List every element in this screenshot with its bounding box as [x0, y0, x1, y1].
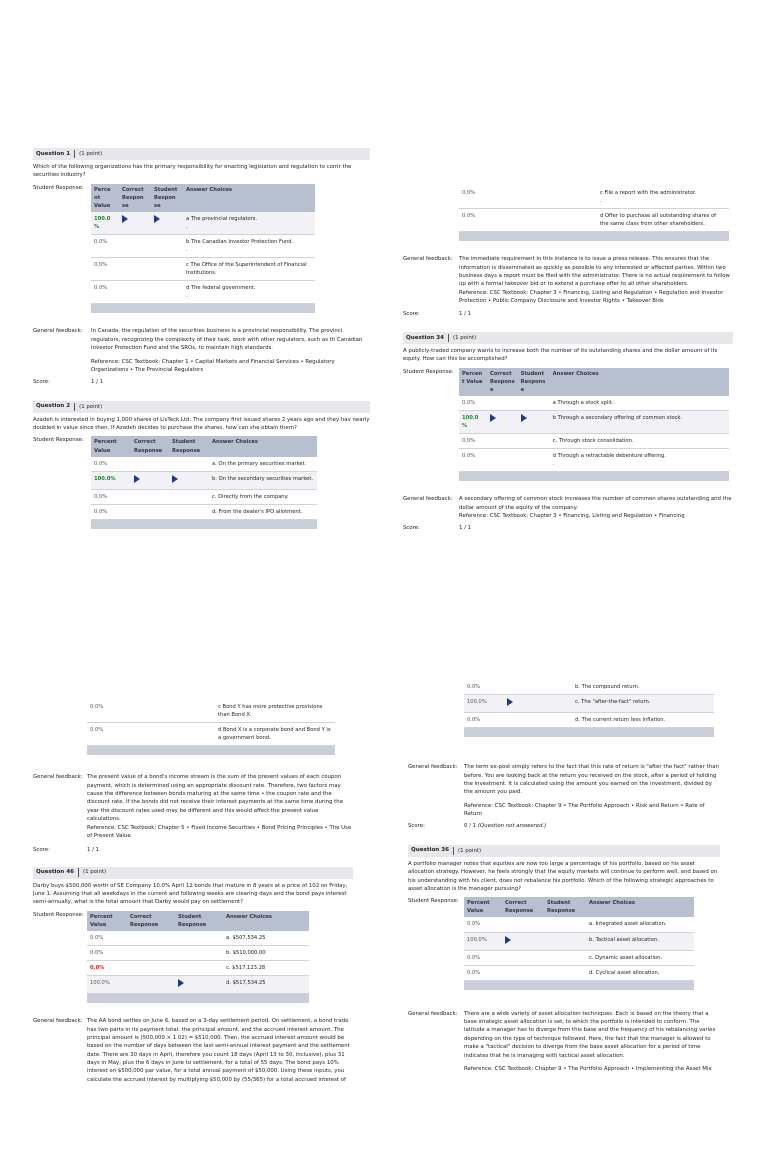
choice-letter: c [186, 262, 189, 269]
choice-text: Through a secondary offering of common stock. [557, 414, 683, 421]
percent-value: 100.0% [87, 976, 127, 994]
percent-value: 0.0% [459, 449, 487, 472]
feedback-label: General feedback: [403, 496, 453, 503]
student-arrow-icon [154, 215, 160, 223]
col-student: Student Response [544, 897, 586, 917]
answer-row[interactable] [87, 961, 309, 976]
percent-value: 0.0% [464, 965, 502, 980]
choice-letter: d. [575, 717, 580, 724]
col-answer: Answer Choices [550, 368, 729, 396]
percent-value: 0.0% [459, 396, 487, 411]
score-value: 1 / 1 [459, 310, 472, 317]
choice-text: Cyclical asset allocation. [595, 969, 660, 976]
question-title: Question 36 [411, 847, 450, 854]
question-points: (1 point) [448, 334, 476, 342]
question-points: (1 point) [78, 868, 106, 876]
col-correct: Correct Respon se [119, 184, 151, 212]
answer-table-q33 [459, 186, 729, 241]
percent-value: 0.0% [464, 950, 502, 965]
choice-text: The provincial regulators. [190, 215, 258, 222]
feedback-text: A secondary offering of common stock increases the number of common shares outstanding and the dollar amount of the equity of the company. [459, 496, 732, 511]
choice-letter: b. [575, 684, 580, 690]
student-response-label: Student Response: [33, 911, 84, 918]
col-correct: Correct Response [131, 436, 169, 456]
percent-value: 100.0% [464, 695, 504, 713]
answer-row[interactable] [87, 931, 309, 946]
choice-letter: a. [589, 921, 594, 928]
question-34-header [403, 332, 733, 344]
percent-value: 0.0% [459, 434, 487, 449]
correct-arrow-icon [134, 475, 140, 483]
answer-row[interactable] [87, 945, 309, 960]
question-1-header [33, 148, 370, 160]
percent-value: 0.0% [87, 945, 127, 960]
choice-letter: a [186, 215, 190, 222]
answer-table-q34 [459, 368, 729, 482]
feedback-text: The term ex-post simply refers to the fact that this rate of return is "after the fact" rather than before. You are looking back at the return you received on the stock, after a period of holding the investment. It is calculated using the amount you earned on the investment, divided by the amount you paid. [464, 764, 719, 796]
percent-value: 100.0% [464, 932, 502, 950]
choice-letter: d. [212, 508, 217, 515]
score-value: 1 / 1 [91, 379, 104, 386]
question-title: Question 2 [36, 403, 71, 410]
question-points: (1 point) [74, 150, 102, 158]
choice-letter: d. [589, 969, 594, 976]
percent-value: 0.0% [87, 700, 169, 723]
choice-letter: b. [226, 949, 231, 956]
choice-text: $517,534.25 [232, 980, 266, 987]
percent-value: 0.0% [91, 489, 131, 504]
answer-row[interactable] [87, 976, 309, 994]
col-answer: Answer Choices [209, 436, 317, 456]
choice-text: The "after-the-fact" return. [581, 699, 651, 706]
answer-row[interactable] [91, 258, 315, 281]
col-student: Student Respon se [151, 184, 183, 212]
choice-text: Offer to purchase all outstanding shares of the same class from other shareholders. [600, 213, 717, 228]
percent-value: 0.0% [91, 258, 119, 281]
panel-question-33-34 [403, 186, 733, 594]
choice-letter: c [600, 190, 603, 196]
choice-text: Dynamic asset allocation. [595, 954, 663, 961]
question-title: Question 34 [406, 334, 445, 341]
answer-row[interactable] [91, 471, 317, 489]
correct-arrow-icon [507, 698, 513, 706]
feedback-text: The present value of a bond's income stream is the sum of the present values of each coupon payment, which is determined using an appropriate discount rate. Therefore, two factors may cause the difference between bonds maturing at the same time • the coupon rate and the discount rate. If the bonds did not receive their interest payments at the same time during the year the discount rates used may be different and this would affect the present value calculations. [87, 774, 344, 823]
score-label: Score: [33, 847, 50, 854]
answer-row[interactable] [464, 965, 694, 980]
col-percent: Percent Value [87, 911, 127, 931]
choice-text: From the dealer's IPO allotment. [218, 508, 303, 515]
col-correct: Correct Response [502, 897, 544, 917]
choice-letter: d [552, 453, 556, 460]
col-student: Student Response [175, 911, 223, 931]
answer-row[interactable]: 0.0% d Through a retractable debenture offering. . [459, 449, 729, 472]
question-points: (1 point) [453, 847, 481, 855]
answer-row[interactable] [464, 695, 714, 713]
answer-row[interactable] [91, 457, 317, 472]
percent-value: 0.0% [459, 209, 531, 232]
student-arrow-icon [172, 475, 178, 483]
feedback-reference: Reference: CSC Textbook: Chapter 9 • The Portfolio Approach • Risk and Return • Rate of Return [464, 802, 705, 818]
student-response-label: Student Response: [408, 898, 459, 905]
question-36-header [408, 845, 720, 857]
col-percent: Percent Value [91, 436, 131, 456]
choice-letter: b. [212, 475, 217, 482]
question-title: Question 46 [36, 869, 75, 876]
answer-row[interactable] [464, 917, 694, 932]
choice-letter: a. [212, 460, 217, 467]
feedback-reference: Reference: CSC Textbook: Chapter 3 • Financing, Listing and Regulation • Financing [459, 512, 685, 519]
feedback-text: There are a wide variety of asset allocation techniques. Each is based on the theory that a base strategic asset allocation is set, to which the portfolio is intended to conform. The latitude a manager has to diverge from this base and the frequency of his rebalancing varies depending on the type of technique followed. Here, the fact that the manager is allowed to make a "tactical" decision to diverge from the base asset allocation for a period of time indicates that he is managing with tactical asset allocation. [464, 1010, 716, 1059]
choice-letter: c. [575, 699, 580, 706]
choice-text: File a report with the administrator. [604, 190, 697, 196]
choice-text: On the primary securities market. [218, 460, 307, 467]
student-response-label: Student Response: [33, 184, 84, 191]
feedback-text: The immediate requirement in this instance is to issue a press release. This ensures that the information is disseminated as quickly as possible to any interested or affected parties. Within two business days a report must be filed with the administrator. There is no actual requirement to follow up with a formal takeover bid or to extend a purchase offer to all other shareholders. [459, 256, 730, 288]
choice-letter: b [186, 239, 190, 246]
question-points: (1 point) [74, 403, 102, 411]
choice-letter: d [218, 727, 222, 734]
score-label: Score: [403, 310, 420, 317]
feedback-reference: Reference: CSC Textbook: Chapter 1 • Capital Markets and Financial Services • Regulatory Organizations • The Provincial Regulators [91, 358, 335, 373]
answer-table-q2 [91, 436, 317, 528]
answer-row[interactable] [87, 700, 335, 723]
panel-question-35-36 [408, 680, 720, 1100]
col-percent: Perce nt Value [91, 184, 119, 212]
score-label: Score: [33, 379, 50, 386]
percent-value: 0.0% [91, 457, 131, 472]
choice-text: Directly from the company. [218, 493, 289, 500]
percent-value: 0.0% [87, 723, 169, 746]
answer-row[interactable]: 0.0% b The Canadian Investor Protection Fund. . [91, 235, 315, 258]
question-46-text: Darby buys $500,000 worth of SE Company 10.0% April 12 bonds that mature in 8 years at a price of 102 on Friday, June 1. Assuming that all weekdays in the current and following weeks are clearing days and the bond pays interest semi-annually, what is the total amount that Darby would pay on settlement? [33, 882, 348, 906]
percent-value: 0.0% [464, 917, 502, 932]
answer-row[interactable]: 0.0% c File a report with the administrator. . [459, 186, 729, 209]
percent-value: 0.0% [87, 931, 127, 946]
choice-text: The Office of the Superintendent of Financial Institutions. [186, 262, 307, 277]
answer-row[interactable] [459, 410, 729, 433]
score-value: 0 / 1 [464, 823, 477, 830]
feedback-label: General feedback: [33, 1018, 83, 1025]
choice-letter: c. [589, 954, 594, 961]
answer-row[interactable]: 0.0% d The federal government. . [91, 281, 315, 304]
choice-text: $517,123.28 [232, 965, 266, 971]
feedback-reference: Reference: CSC Textbook: Chapter 5 • Fixed Income Securities • Bond Pricing Principles • The Use of Present Value [87, 824, 352, 839]
question-1-text: Which of the following organizations has the primary responsibility for enacting legislation and regulation to contr the securities industry? [33, 164, 352, 179]
choice-text: $510,000.00 [232, 949, 266, 956]
choice-text: Tactical asset allocation. [595, 936, 659, 943]
choice-letter: d [600, 213, 604, 220]
score-value: 1 / 1 [459, 525, 472, 532]
choice-letter: d [186, 285, 190, 292]
correct-arrow-icon [122, 215, 128, 223]
answer-row[interactable] [459, 209, 729, 232]
correct-arrow-icon [505, 936, 511, 944]
panel-question-1-2 [33, 148, 370, 588]
percent-value: 0.0% [91, 504, 131, 519]
percent-value: 100.0 % [94, 215, 111, 230]
choice-letter: b [552, 414, 556, 421]
col-correct: Correct Respons e [487, 368, 518, 396]
choice-letter: b. [589, 936, 594, 943]
feedback-label: General feedback: [408, 764, 458, 771]
answer-table-q1 [91, 184, 315, 314]
choice-text: The federal government. [190, 285, 256, 292]
col-answer: Answer Choices [586, 897, 694, 917]
feedback-label: General feedback: [408, 1010, 458, 1017]
choice-text: Bond X is a corporate bond and Bond Y is a government bond. [218, 727, 331, 742]
choice-text: Bond Y has more protective provisions than Bond X. [218, 704, 323, 719]
answer-row[interactable] [91, 504, 317, 519]
col-student: Student Respons e [518, 368, 550, 396]
feedback-label: General feedback: [403, 256, 453, 263]
answer-row[interactable]: 100.0 % a The provincial regulators. . [91, 212, 315, 235]
percent-value: 0.0% [91, 235, 119, 258]
choice-text: On the secondary securities market. [218, 475, 314, 482]
score-value: 1 / 1 [87, 847, 100, 854]
choice-text: Through a retractable debenture offering. [557, 453, 666, 460]
answer-row[interactable] [459, 434, 729, 449]
col-percent: Percen t Value [459, 368, 487, 396]
answer-row[interactable] [464, 680, 714, 695]
feedback-label: General feedback: [33, 328, 83, 335]
choice-text: The current return less inflation. [581, 717, 666, 724]
choice-letter: c. [226, 965, 231, 971]
question-36-text: A portfolio manager notes that equities are now too large a percentage of his portfolio, based on his asset allocation strategy. However, he feels strongly that the equity markets will continue to perform well, and based on his understanding with his client, does not rebalance his portfolio. Which of the following strategic approaches to asset allocation is the manager pursuing? [408, 860, 718, 892]
feedback-text: In Canada, the regulation of the securities business is a provincial responsibility. The provinci regulators, recognizing the complexity of their task, work with other regulators, such as th Canadian Investor Protection Fund and the SROs, to maintain high standards. [91, 328, 363, 352]
choice-text: Integrated asset allocation. [595, 921, 667, 928]
answer-table-q46 [87, 911, 309, 1003]
feedback-reference: Reference: CSC Textbook: Chapter 3 • Financing, Listing and Regulation • Regulation and Investor Protection • Public Company Disclosure and Investor Rights • Takeover Bids [459, 289, 724, 305]
feedback-label: General feedback: [33, 774, 83, 781]
question-2-header [33, 401, 370, 413]
score-label: Score: [403, 525, 420, 532]
question-2-text: Azadeh is interested in buying 1,000 shares of LisTeck Ltd. The company first issued shares 2 years ago and they hav nearly doubled in value since then. If Azadeh decides to purchase the shares, how can she obtain them? [33, 416, 370, 432]
answer-row[interactable] [87, 723, 335, 746]
answer-table-q36 [464, 897, 694, 989]
student-response-label: Student Response: [33, 437, 84, 444]
question-34-text: A publicly-traded company wants to increase both the number of its outstanding shares and the dollar amount of its equity. How can this be accomplished? [403, 347, 718, 363]
answer-row[interactable] [91, 489, 317, 504]
col-student: Student Response [169, 436, 209, 456]
choice-text: Through a stock split. [557, 399, 614, 406]
choice-letter: c [218, 704, 221, 710]
answer-row[interactable] [459, 396, 729, 411]
score-label: Score: [408, 823, 425, 830]
choice-text: The compound return. [581, 684, 640, 690]
feedback-reference: Reference: CSC Textbook: Chapter 9 • The Portfolio Approach • Implementing the Asset Mix [464, 1065, 712, 1072]
col-answer: Answer Choices [223, 911, 309, 931]
student-arrow-icon [521, 414, 527, 422]
choice-letter: c. [552, 438, 558, 444]
question-46-header [33, 867, 353, 879]
col-answer: Answer Choices [183, 184, 315, 212]
percent-value: 0.0% [90, 965, 105, 971]
feedback-text: The AA bond settles on June 6, based on a 3-day settlement period. On settlement, a bond trade has two parts in its payment total: the principal amount, and the accrued interest amount. The principal amount is (500,000 × 1.02) = $510,000. Then, the accrued interest amount would be based on the number of days between the last semi-annual interest payment and the settlement date. There are 30 days in April, therefore you count 18 days (April 13 to 30, inclusive), plus 31 days in May, plus the 6 days in June to settlement, for a total of 55 days. The bond pays 10% interest on $500,000 par value, for a total annual payment of $50,000. Using these inputs, you calculate the accrued interest by multiplying $50,000 by (55/365) for a total accrued interest of [87, 1018, 350, 1083]
answer-row[interactable] [464, 932, 694, 950]
percent-value: 0.0% [464, 713, 504, 728]
percent-value: 0.0% [464, 680, 504, 695]
student-arrow-icon [178, 979, 184, 987]
choice-letter: a. [226, 934, 231, 941]
col-correct: Correct Response [127, 911, 175, 931]
panel-question-45-46 [33, 700, 353, 1118]
choice-text: $507,534.25 [232, 934, 266, 941]
choice-letter: d. [226, 980, 231, 987]
student-response-label: Student Response: [403, 368, 454, 375]
answer-row[interactable] [464, 713, 714, 728]
answer-row[interactable] [464, 950, 694, 965]
choice-text: Through stock consolidation. [558, 438, 634, 444]
correct-arrow-icon [490, 414, 496, 422]
score-note: (Question not answered.) [477, 823, 547, 830]
percent-value: 100.0% [94, 475, 116, 482]
col-percent: Percent Value [464, 897, 502, 917]
choice-letter: a [552, 399, 556, 406]
percent-value: 0.0% [459, 186, 531, 209]
question-title: Question 1 [36, 150, 71, 157]
percent-value: 0.0% [91, 281, 119, 304]
choice-letter: c. [212, 493, 217, 500]
answer-table-q35 [464, 680, 714, 737]
percent-value: 100.0 % [462, 414, 479, 429]
answer-table-q45 [87, 700, 335, 755]
choice-text: The Canadian Investor Protection Fund. [190, 239, 294, 246]
